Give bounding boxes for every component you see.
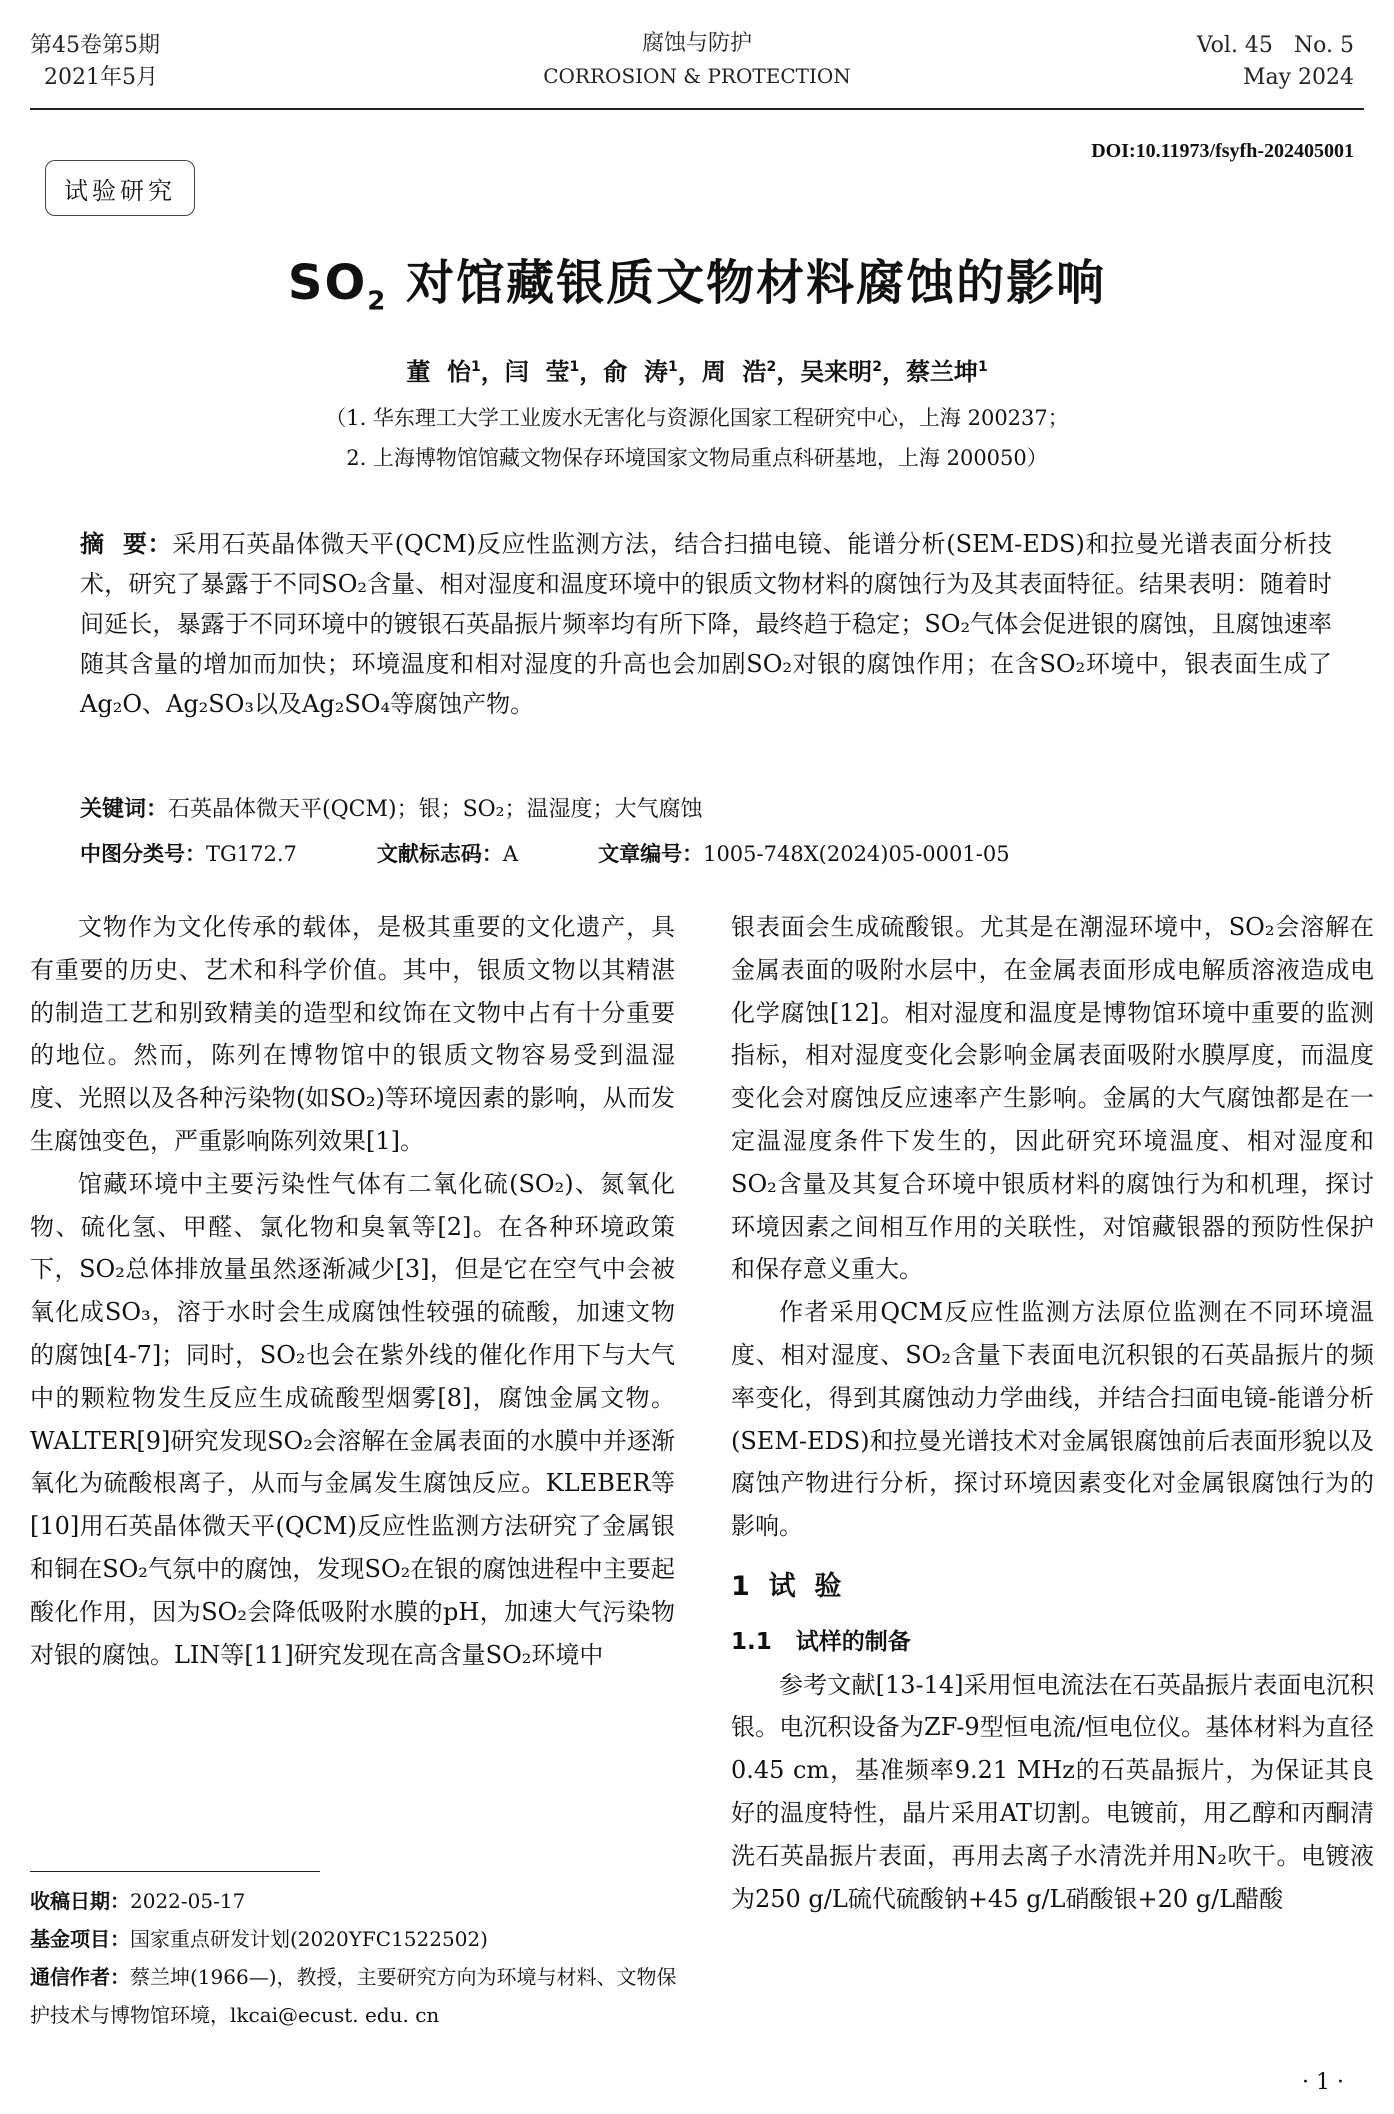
body-paragraph: 银表面会生成硫酸银。尤其是在潮湿环境中，SO₂会溶解在金属表面的吸附水层中，在金属表面形成电解质溶液造成电化学腐蚀[12]。相对湿度和温度是博物馆环境中重要的监测指标，相对湿度变化会影响金属表面吸附水膜厚度，而温度变化会对腐蚀反应速率产生影响。金属的大气腐蚀都是在一定温湿度条件下发生的，因此研究环境温度、相对湿度和SO₂含量及其复合环境中银质材料的腐蚀行为和机理，探讨环境因素之间相互作用的关联性，对馆藏银器的预防性保护和保存意义重大。 xyxy=(731,913,1374,1284)
body-paragraph: 参考文献[13-14]采用恒电流法在石英晶振片表面电沉积银。电沉积设备为ZF-9型恒电流/恒电位仪。基体材料为直径0.45 cm，基准频率9.21 MHz的石英晶振片，为保证其良好的温度特性，晶片采用AT切割。电镀前，用乙醇和丙酮清洗石英晶振片表面，再用去离子水清洗并用N₂吹干。电镀液为250 g/L硫代硫酸钠+45 g/L硝酸银+20 g/L醋酸 xyxy=(731,1670,1374,1913)
title-prefix: SO xyxy=(287,255,368,311)
page-number: · 1 · xyxy=(1302,2070,1344,2095)
journal-name-en: CORROSION & PROTECTION xyxy=(543,64,851,88)
affiliation-2: 2. 上海博物馆馆藏文物保存环境国家文物局重点科研基地，上海 200050） xyxy=(346,446,1048,470)
body-paragraph: 馆藏环境中主要污染性气体有二氧化硫(SO₂)、氮氧化物、硫化氢、甲醛、氯化物和臭氧等[2]。在各种环境政策下，SO₂总体排放量虽然逐渐减少[3]，但是它在空气中会被氧化成SO₃，溶于水时会生成腐蚀性较强的硫酸，加速文物的腐蚀[4-7]；同时，SO₂也会在紫外线的催化作用下与大气中的颗粒物发生反应生成硫酸型烟雾[8]，腐蚀金属文物。WALTER[9]研究发现SO₂会溶解在金属表面的水膜中并逐渐氧化为硫酸根离子，从而与金属发生腐蚀反应。KLEBER等[10]用石英晶体微天平(QCM)反应性监测方法研究了金属银和铜在SO₂气氛中的腐蚀，发现SO₂在银的腐蚀进程中主要起酸化作用，因为SO₂会降低吸附水膜的pH，加速大气污染物对银的腐蚀。LIN等[11]研究发现在高含量SO₂环境中 xyxy=(30,1169,675,1669)
title-subscript: 2 xyxy=(367,286,388,317)
issue-date-cn: 2021年5月 xyxy=(44,65,158,90)
footnotes xyxy=(30,1882,685,2034)
author: 吴来明$^2$ xyxy=(800,358,882,386)
body-paragraph: 文物作为文化传承的载体，是极其重要的文化遗产，具有重要的历史、艺术和科学价值。其中，银质文物以其精湛的制造工艺和别致精美的造型和纹饰在文物中占有十分重要的地位。然而，陈列在博物馆中的银质文物容易受到温湿度、光照以及各种污染物(如SO₂)等环境因素的影响，从而发生腐蚀变色，严重影响陈列效果[1]。 xyxy=(30,913,675,1155)
author-list: 董 怡$^1$，闫 莹$^1$，俞 涛$^1$，周 浩$^2$，吴来明$^2$，蔡兰坤$^1$ xyxy=(406,358,988,386)
keywords xyxy=(80,790,1332,830)
keywords-label: 关键词： xyxy=(80,797,169,822)
fund-project: 基金项目：国家重点研发计划(2020YFC1522502) xyxy=(30,1927,488,1951)
footnote-rule xyxy=(30,1871,320,1872)
author: 蔡兰坤$^1$ xyxy=(905,358,988,386)
header-center xyxy=(0,28,1394,92)
classification-line xyxy=(80,834,1332,874)
received-date: 收稿日期：2022-05-17 xyxy=(30,1889,246,1913)
body-paragraph: 作者采用QCM反应性监测方法原位监测在不同环境温度、相对湿度、SO₂含量下表面电沉积银的石英晶振片的频率变化，得到其腐蚀动力学曲线，并结合扫面电镜-能谱分析(SEM-EDS)和拉曼光谱技术对金属银腐蚀前后表面形貌以及腐蚀产物进行分析，探讨环境因素变化对金属银腐蚀行为的影响。 xyxy=(731,1298,1374,1541)
author: 俞 涛$^1$ xyxy=(603,358,678,386)
doc-code-label: 文献标志码： xyxy=(376,842,503,866)
header-right xyxy=(1197,30,1354,94)
affiliation-1: （1. 华东理工大学工业废水无害化与资源化国家工程研究中心，上海 200237； xyxy=(325,406,1069,430)
journal-name-cn: 腐蚀与防护 xyxy=(641,31,752,56)
corresponding-author: 通信作者：蔡兰坤(1966—)，教授，主要研究方向为环境与材料、文物保护技术与博物馆环境，lkcai@ecust. edu. cn xyxy=(30,1965,677,2027)
affiliations xyxy=(0,398,1394,478)
clc-label: 中图分类号： xyxy=(80,842,206,866)
article-no-value: 1005-748X(2024)05-0001-05 xyxy=(703,842,1010,866)
volume-en: Vol. 45 No. 5 xyxy=(1196,33,1354,58)
abstract-label: 摘 要： xyxy=(80,530,173,558)
abstract-text: 采用石英晶体微天平(QCM)反应性监测方法，结合扫描电镜、能谱分析(SEM-EDS)和拉曼光谱表面分析技术，研究了暴露于不同SO₂含量、相对湿度和温度环境中的银质文物材料的腐蚀行为及其表面特征。结果表明：随着时间延长，暴露于不同环境中的镀银石英晶振片频率均有所下降，最终趋于稳定；SO₂气体会促进银的腐蚀，且腐蚀速率随其含量的增加而加快；环境温度和相对湿度的升高也会加剧SO₂对银的腐蚀作用；在含SO₂环境中，银表面生成了Ag₂O、Ag₂SO₃以及Ag₂SO₄等腐蚀产物。 xyxy=(80,530,1332,718)
column-tag: 试验研究 xyxy=(45,160,195,216)
header-rule xyxy=(30,108,1364,110)
author: 闫 莹$^1$ xyxy=(504,358,580,386)
subsection-heading: 1.1 试样的制备 xyxy=(731,1628,911,1655)
title-rest: 对馆藏银质文物材料腐蚀的影响 xyxy=(387,255,1107,311)
paper-title xyxy=(0,244,1394,317)
author: 周 浩$^2$ xyxy=(701,358,777,386)
right-column xyxy=(731,906,1374,1920)
issue-date-en: May 2024 xyxy=(1242,65,1354,90)
keywords-text: 石英晶体微天平(QCM)；银；SO₂；温湿度；大气腐蚀 xyxy=(168,797,703,822)
volume-issue: 第45卷第5期 xyxy=(30,33,160,58)
article-no-label: 文章编号： xyxy=(598,842,704,866)
clc-value: TG172.7 xyxy=(206,842,297,866)
doc-code-value: A xyxy=(502,842,519,866)
doi[interactable]: DOI:10.11973/fsyfh-202405001 xyxy=(1091,140,1354,162)
left-column xyxy=(30,906,675,1676)
abstract xyxy=(80,524,1332,724)
section-heading: 1 试 验 xyxy=(731,1570,842,1602)
author: 董 怡$^1$ xyxy=(406,358,481,386)
